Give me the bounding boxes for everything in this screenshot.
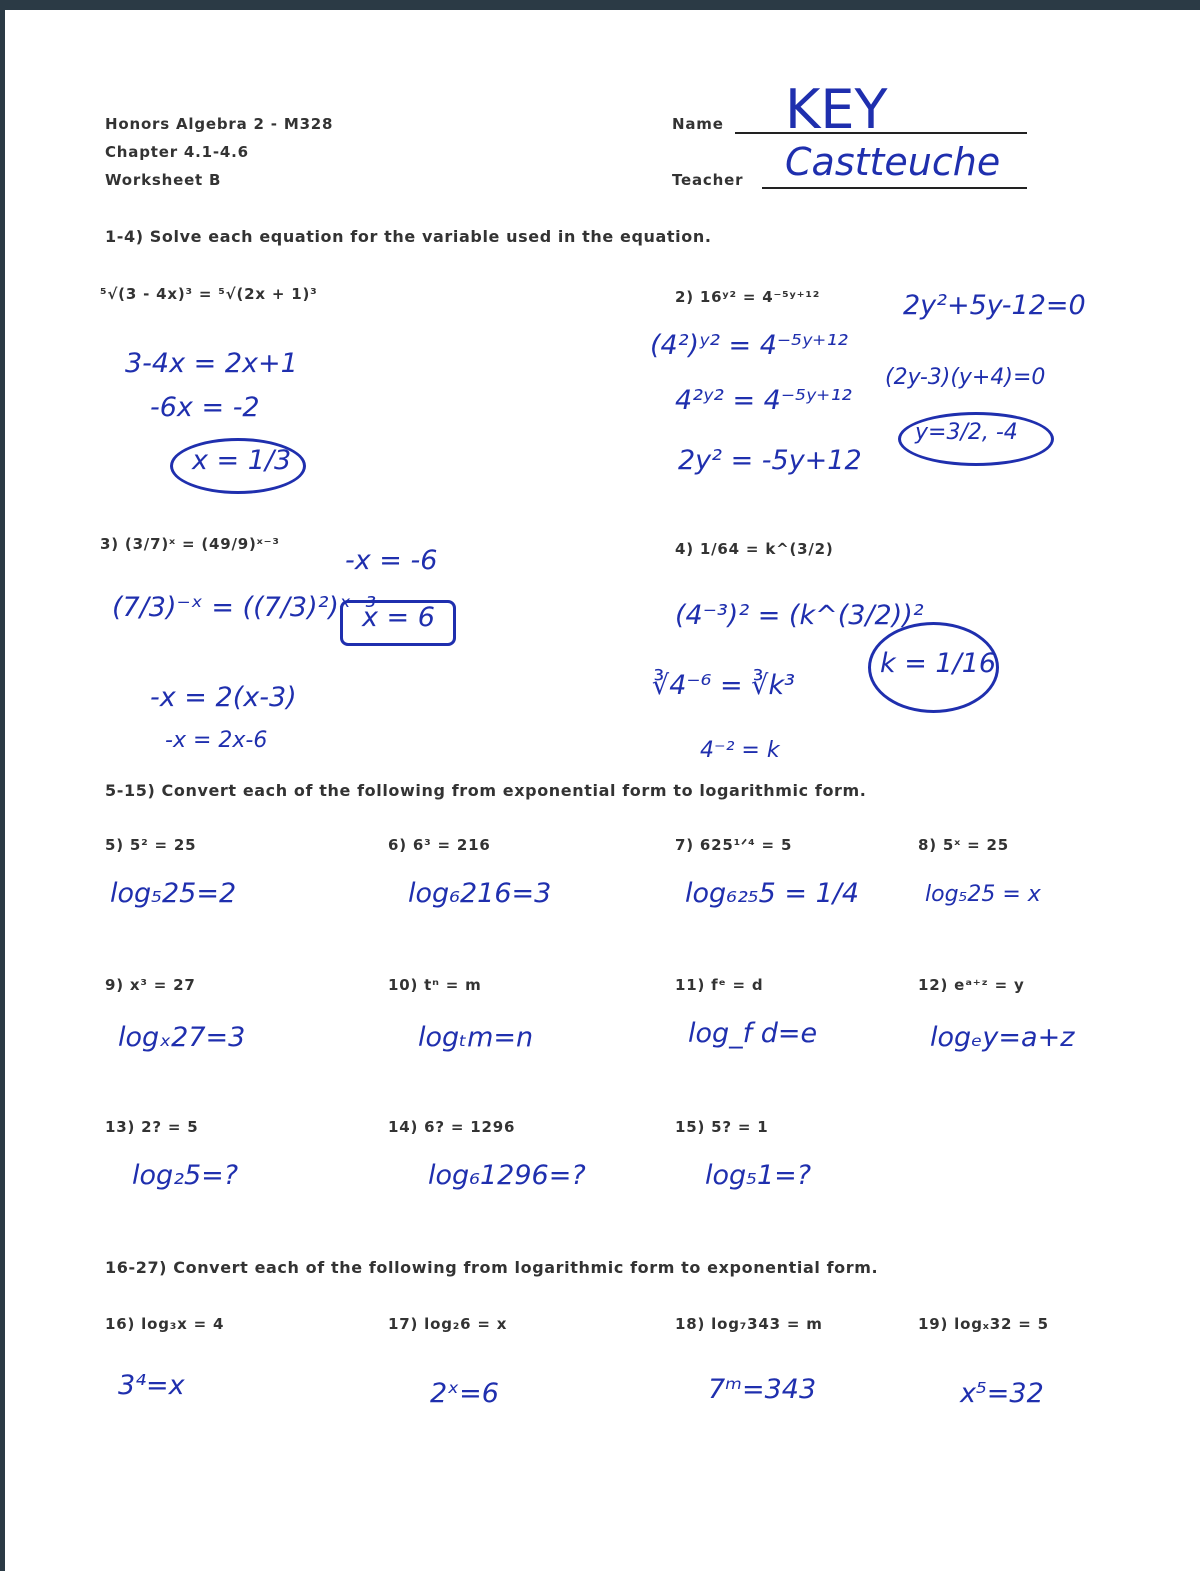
chapter-label: Chapter 4.1-4.6 bbox=[105, 143, 249, 161]
screen-frame-top bbox=[0, 0, 1200, 10]
p4-answer: k = 1/16 bbox=[880, 648, 997, 679]
p2-work-line: 2y²+5y-12=0 bbox=[903, 290, 1086, 321]
exp-answer: 3⁴=x bbox=[118, 1370, 185, 1401]
p2-work-line: (4²)ʸ² = 4⁻⁵ʸ⁺¹² bbox=[650, 330, 848, 361]
name-label: Name bbox=[672, 115, 724, 133]
teacher-underline bbox=[762, 187, 1027, 189]
p2-problem: 2) 16ʸ² = 4⁻⁵ʸ⁺¹² bbox=[675, 288, 821, 306]
p1-problem: ⁵√(3 - 4x)³ = ⁵√(2x + 1)³ bbox=[100, 285, 318, 303]
log-answer: logₜm=n bbox=[418, 1022, 534, 1053]
log-answer: log₆₂₅5 = 1/4 bbox=[685, 878, 860, 909]
exp-answer: 7ᵐ=343 bbox=[708, 1374, 817, 1405]
exp-answer: 2ˣ=6 bbox=[430, 1378, 499, 1409]
log-answer: logₑy=a+z bbox=[930, 1022, 1075, 1053]
p3-work-line: -x = 2x-6 bbox=[165, 728, 268, 753]
log-answer: log_f d=e bbox=[688, 1018, 818, 1049]
exp-problem: 12) eᵃ⁺ᶻ = y bbox=[918, 976, 1025, 994]
log-answer: log₅25 = x bbox=[925, 882, 1041, 907]
log-problem: 17) log₂6 = x bbox=[388, 1315, 508, 1333]
exp-problem: 13) 2? = 5 bbox=[105, 1118, 199, 1136]
p3-problem: 3) (3/7)ˣ = (49/9)ˣ⁻³ bbox=[100, 535, 280, 553]
exp-problem: 8) 5ˣ = 25 bbox=[918, 836, 1010, 854]
section3-instruction: 16-27) Convert each of the following from logarithmic form to exponential form. bbox=[105, 1258, 879, 1277]
log-problem: 18) log₇343 = m bbox=[675, 1315, 823, 1333]
worksheet-label: Worksheet B bbox=[105, 171, 222, 189]
log-problem: 19) logₓ32 = 5 bbox=[918, 1315, 1049, 1333]
exp-answer: x⁵=32 bbox=[960, 1378, 1044, 1409]
teacher-value: Castteuche bbox=[785, 140, 1001, 184]
log-answer: logₓ27=3 bbox=[118, 1022, 246, 1053]
name-value: KEY bbox=[785, 78, 888, 141]
p2-answer: y=3/2, -4 bbox=[915, 420, 1018, 445]
p4-work-line: 4⁻² = k bbox=[700, 738, 780, 763]
exp-problem: 5) 5² = 25 bbox=[105, 836, 197, 854]
p4-work-line: ∛4⁻⁶ = ∛k³ bbox=[652, 670, 795, 701]
p4-work-line: (4⁻³)² = (k^(3/2))² bbox=[675, 600, 924, 631]
exp-problem: 10) tⁿ = m bbox=[388, 976, 482, 994]
p1-work-line: 3-4x = 2x+1 bbox=[125, 348, 298, 379]
log-answer: log₂5=? bbox=[132, 1160, 239, 1191]
screen-frame-left bbox=[0, 0, 5, 1571]
p2-work-line: 2y² = -5y+12 bbox=[678, 445, 862, 476]
exp-problem: 6) 6³ = 216 bbox=[388, 836, 491, 854]
exp-problem: 7) 625¹ᐟ⁴ = 5 bbox=[675, 836, 793, 854]
p3-work-line: (7/3)⁻ˣ = ((7/3)²)ˣ⁻³ bbox=[112, 592, 377, 623]
section1-instruction: 1-4) Solve each equation for the variable used in the equation. bbox=[105, 227, 712, 246]
exp-problem: 9) x³ = 27 bbox=[105, 976, 196, 994]
log-answer: log₆216=3 bbox=[408, 878, 552, 909]
log-problem: 16) log₃x = 4 bbox=[105, 1315, 225, 1333]
p2-work-line: 4²ʸ² = 4⁻⁵ʸ⁺¹² bbox=[675, 385, 852, 416]
p4-problem: 4) 1/64 = k^(3/2) bbox=[675, 540, 834, 558]
teacher-label: Teacher bbox=[672, 171, 744, 189]
log-answer: log₆1296=? bbox=[428, 1160, 586, 1191]
p2-work-line: (2y-3)(y+4)=0 bbox=[885, 365, 1046, 390]
log-answer: log₅25=2 bbox=[110, 878, 237, 909]
p3-work-line: -x = -6 bbox=[345, 545, 438, 576]
p1-work-line: -6x = -2 bbox=[150, 392, 260, 423]
section2-instruction: 5-15) Convert each of the following from exponential form to logarithmic form. bbox=[105, 781, 867, 800]
log-answer: log₅1=? bbox=[705, 1160, 812, 1191]
exp-problem: 15) 5? = 1 bbox=[675, 1118, 769, 1136]
p1-answer: x = 1/3 bbox=[192, 445, 292, 476]
exp-problem: 11) fᵉ = d bbox=[675, 976, 764, 994]
p3-answer: x = 6 bbox=[362, 602, 435, 633]
exp-problem: 14) 6? = 1296 bbox=[388, 1118, 516, 1136]
course-title: Honors Algebra 2 - M328 bbox=[105, 115, 334, 133]
p3-work-line: -x = 2(x-3) bbox=[150, 682, 297, 713]
